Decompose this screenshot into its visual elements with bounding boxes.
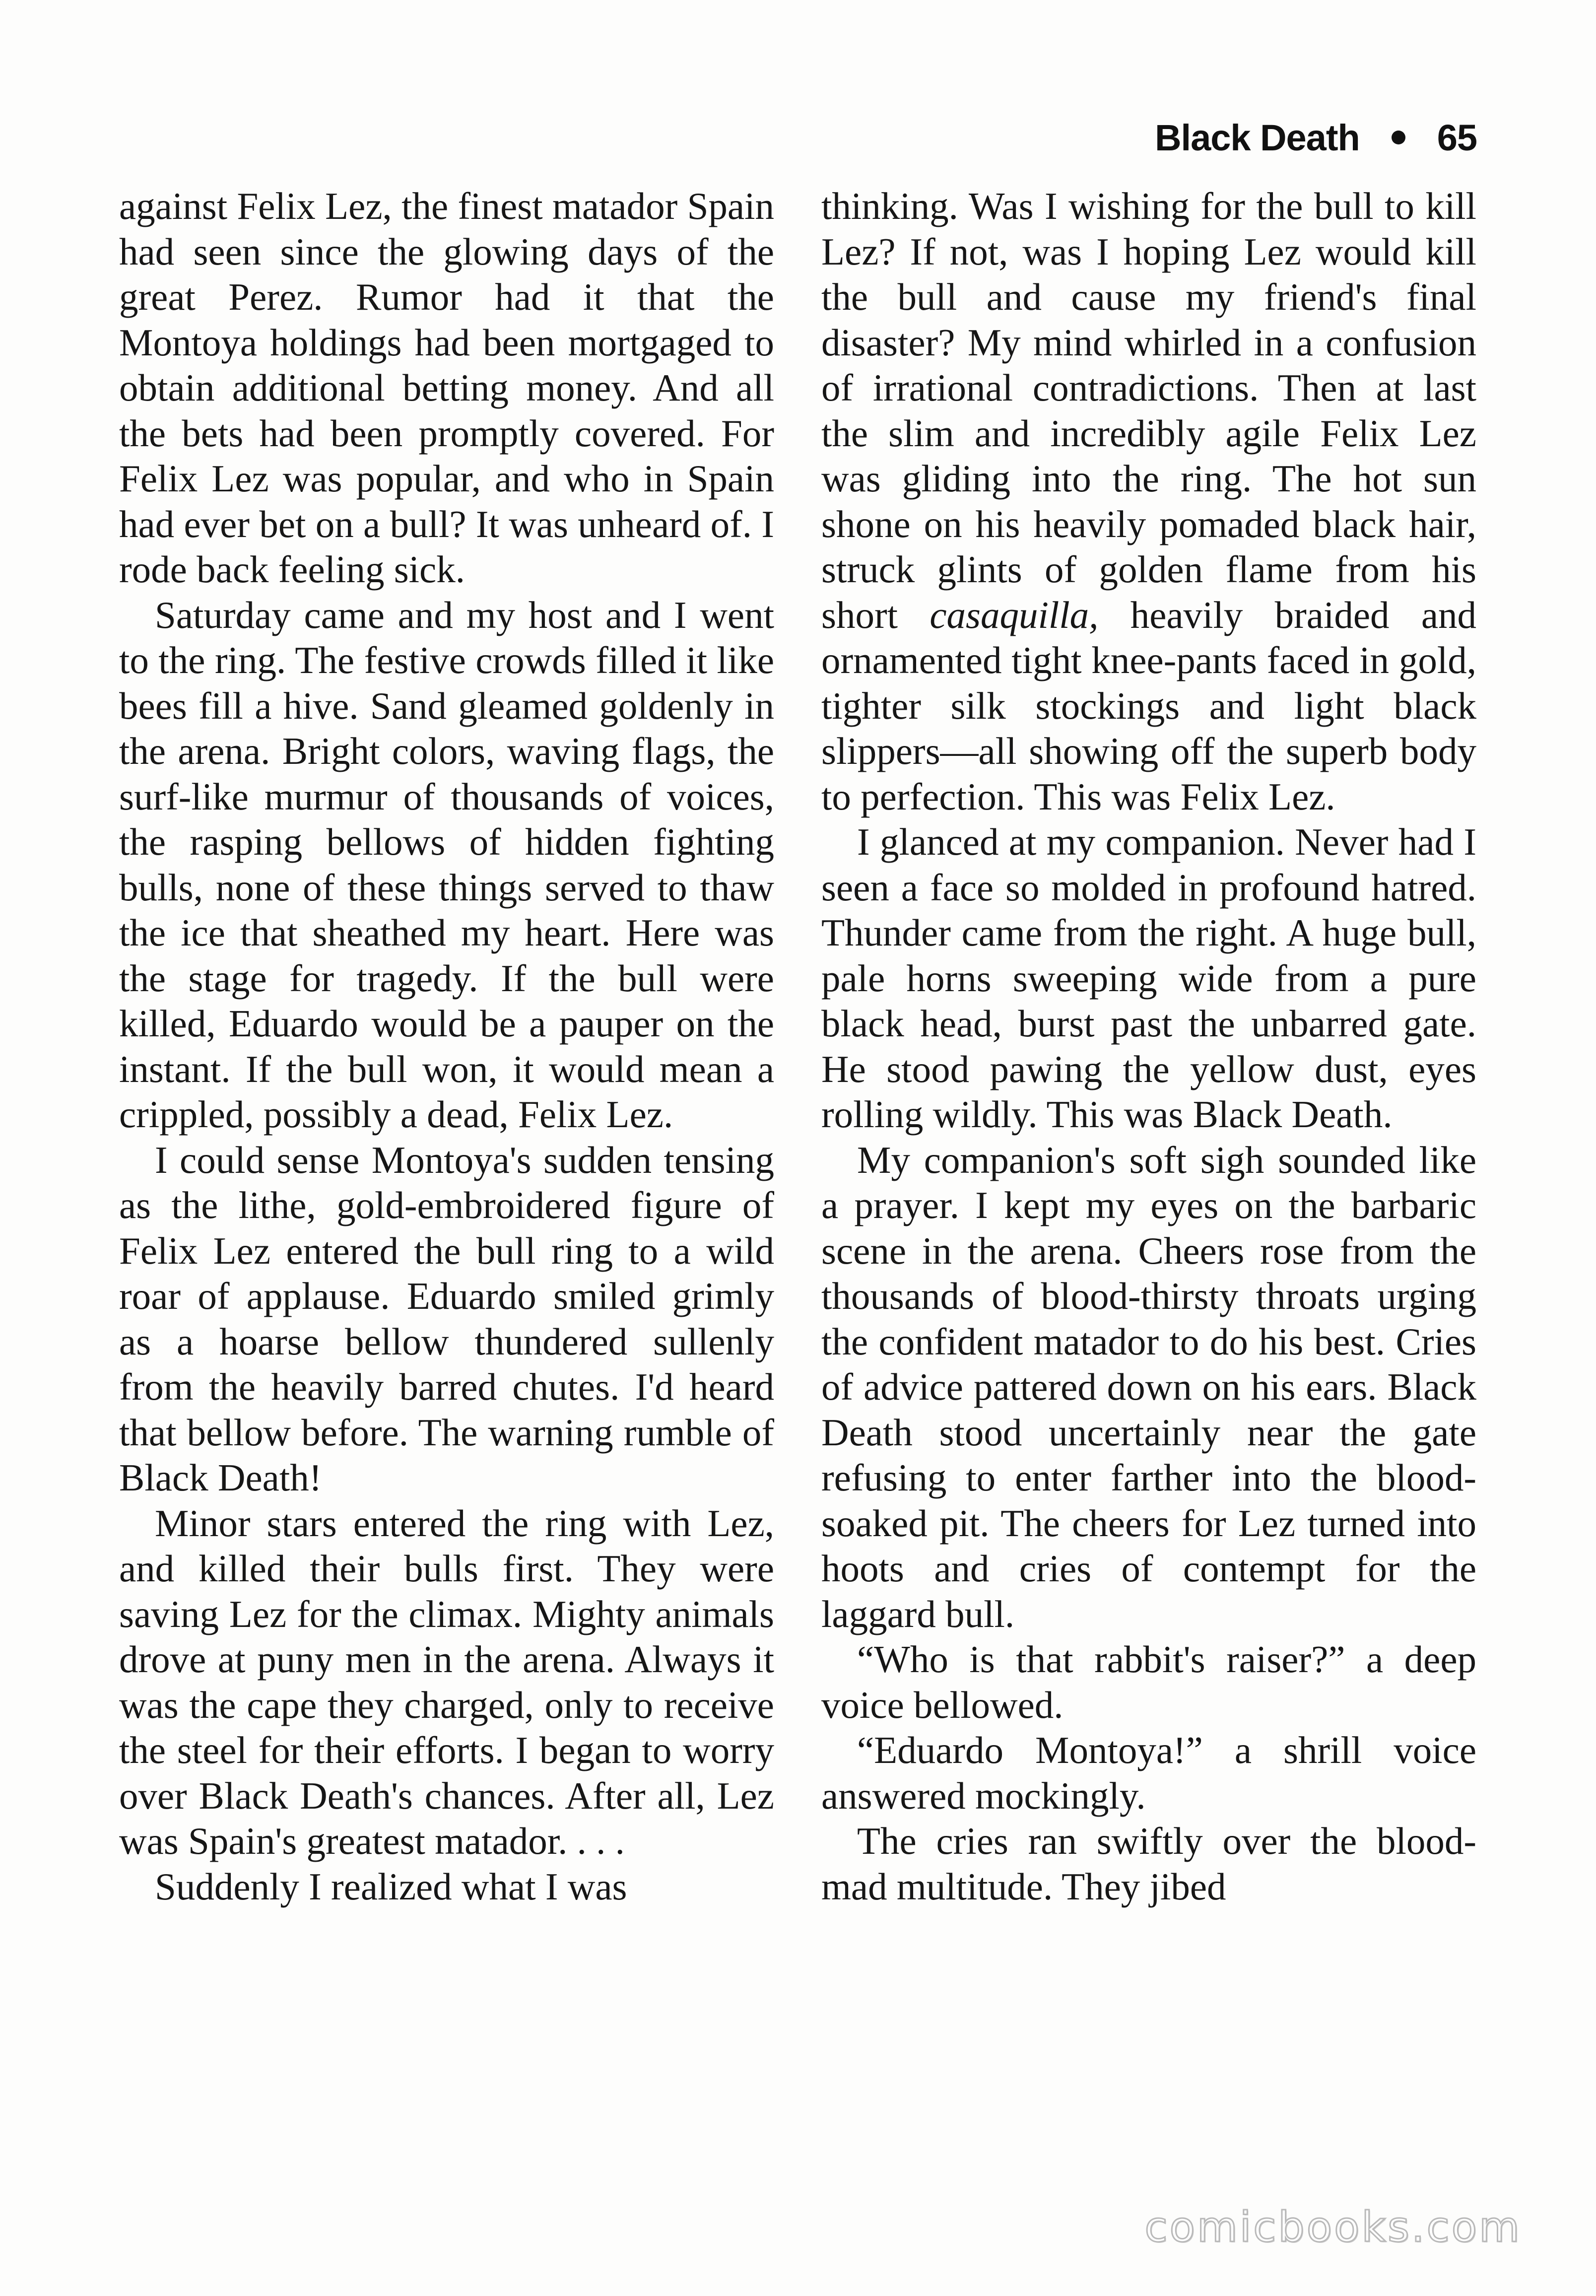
- bullet-icon: [1392, 131, 1405, 144]
- right-column: [821, 184, 1476, 1909]
- paragraph: against Felix Lez, the finest matador Spain had seen since the glowing days of the great Perez. Rumor had it that the Montoya holdings had been mortgaged to obtain additional betting money. And all the bets had been promptly covered. For Felix Lez was popular, and who in Spain had ever bet on a bull? It was unheard of. I rode back feeling sick.: [119, 185, 774, 591]
- left-column: [119, 184, 774, 1909]
- paragraph: The cries ran swiftly over the blood-mad multitude. They jibed: [821, 1820, 1476, 1908]
- running-head: [1155, 115, 1477, 160]
- paragraph: I could sense Montoya's sudden tensing as the lithe, gold-embroidered figure of Felix Lez entered the bull ring to a wild roar of applause. Eduardo smiled grimly as a hoarse bellow thundered sullenly from the heavily barred chutes. I'd heard that bellow before. The warning rumble of Black Death!: [119, 1138, 774, 1499]
- paragraph: Saturday came and my host and I went to the ring. The festive crowds filled it like bees fill a hive. Sand gleamed goldenly in the arena. Bright colors, waving flags, the surf-like murmur of thousands of voices, the rasping bellows of hidden fighting bulls, none of these things served to thaw the ice that sheathed my heart. Here was the stage for tragedy. If the bull were killed, Eduardo would be a pauper on the instant. If the bull won, it would mean a crippled, possibly a dead, Felix Lez.: [119, 593, 774, 1136]
- paragraph-text: thinking. Was I wishing for the bull to kill Lez? If not, was I hoping Lez would kill the bull and cause my friend's final disaster? My mind whirled in a confusion of irrational contradictions. Then at last the slim and incredibly agile Felix Lez was gliding into the ring. The hot sun shone on his heavily pomaded black hair, struck glints of golden flame from his short: [821, 185, 1476, 636]
- paragraph: [821, 184, 1476, 819]
- page-number: 65: [1437, 117, 1477, 158]
- paragraph: My companion's soft sigh sounded like a prayer. I kept my eyes on the barbaric scene in the arena. Cheers rose from the thousands of blood-thirsty throats urging the confident matador to do his best. Cries of advice pattered down on his ears. Black Death stood uncertainly near the gate refusing to enter farther into the blood-soaked pit. The cheers for Lez turned into hoots and cries of contempt for the laggard bull.: [821, 1138, 1476, 1635]
- running-title: Black Death: [1155, 117, 1360, 158]
- paragraph: Suddenly I realized what I was: [155, 1865, 627, 1908]
- paragraph: “Eduardo Montoya!” a shrill voice answered mockingly.: [821, 1729, 1476, 1817]
- paragraph-text: heavily braided and ornamented tight knee-pants faced in gold, tighter silk stockings and light black slippers—all showing off the superb body to perfection. This was Felix Lez.: [821, 593, 1477, 818]
- paragraph: I glanced at my companion. Never had I seen a face so molded in profound hatred. Thunder came from the right. A huge bull, pale horns sweeping wide from a pure black head, burst past the unbarred gate. He stood pawing the yellow dust, eyes rolling wildly. This was Black Death.: [821, 820, 1476, 1136]
- italic-term: casaquilla,: [930, 593, 1099, 636]
- watermark: comicbooks.com: [1144, 2203, 1522, 2251]
- paragraph: Minor stars entered the ring with Lez, and killed their bulls first. They were saving Lez for the climax. Mighty animals drove at puny men in the arena. Always it was the cape they charged, only to receive the steel for their efforts. I began to worry over Black Death's chances. After all, Lez was Spain's greatest matador. . . .: [119, 1501, 774, 1862]
- paragraph: “Who is that rabbit's raiser?” a deep voice bellowed.: [821, 1638, 1476, 1726]
